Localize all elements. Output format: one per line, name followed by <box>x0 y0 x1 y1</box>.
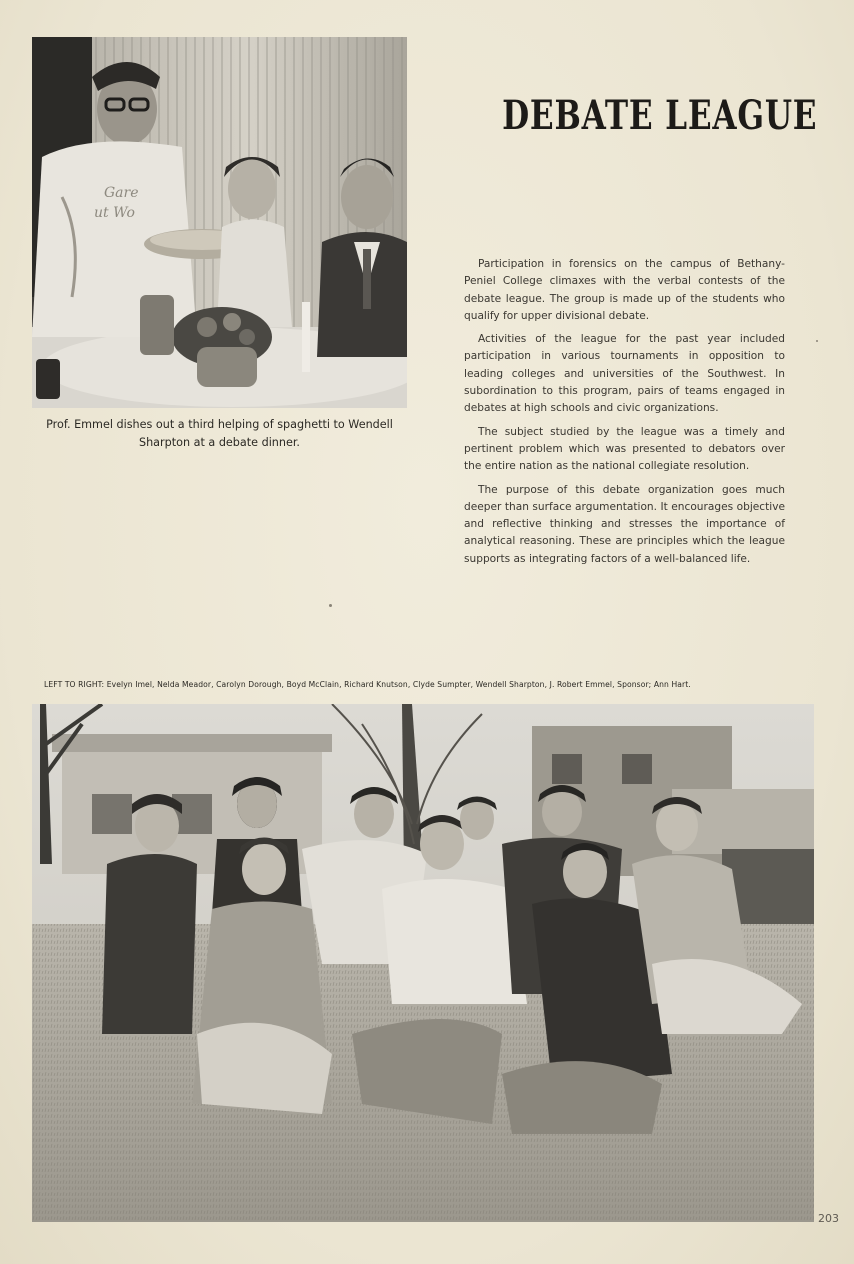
group-photo <box>32 704 814 1222</box>
print-speck <box>329 604 332 607</box>
svg-text:ut Wo: ut Wo <box>94 205 135 221</box>
page-number: 203 <box>818 1212 839 1225</box>
article-body <box>464 256 785 574</box>
paragraph-4: The purpose of this debate organization goes much deeper than surface argumentation. It encourages objective and reflective thinking and stresses the importance of analytical reasoning. These are principles which the league supports as integrating factors of a well-balanced life. <box>464 483 785 565</box>
group-photo-image <box>32 704 814 1222</box>
group-photo-caption: LEFT TO RIGHT: Evelyn Imel, Nelda Meador, Carolyn Dorough, Boyd McClain, Richard Knutson, Clyde Sumpter, Wendell Sharpton, J. Robert Emmel, Sponsor; Ann Hart. <box>44 680 691 689</box>
page-title: DEBATE LEAGUE <box>502 92 818 139</box>
print-speck <box>816 340 818 342</box>
dinner-photo <box>32 37 407 408</box>
paragraph-3: The subject studied by the league was a timely and pertinent problem which was presented to debators over the entire nation as the national collegiate resolution. <box>464 425 785 473</box>
dinner-photo-image <box>32 37 407 408</box>
paragraph-1: Participation in forensics on the campus of Bethany-Peniel College climaxes with the verbal contests of the debate league. The group is made up of the students who qualify for upper divisional debate. <box>464 258 785 322</box>
paragraph-2: Activities of the league for the past year included participation in various tournaments in opposition to leading colleges and universities of the Southwest. In subordination to this program, pairs of teams engaged in debates at high schools and civic organizations. <box>464 333 785 415</box>
dinner-photo-caption: Prof. Emmel dishes out a third helping of spaghetti to Wendell Sharpton at a debate dinner. <box>46 418 393 449</box>
svg-text:Gare: Gare <box>104 185 139 201</box>
